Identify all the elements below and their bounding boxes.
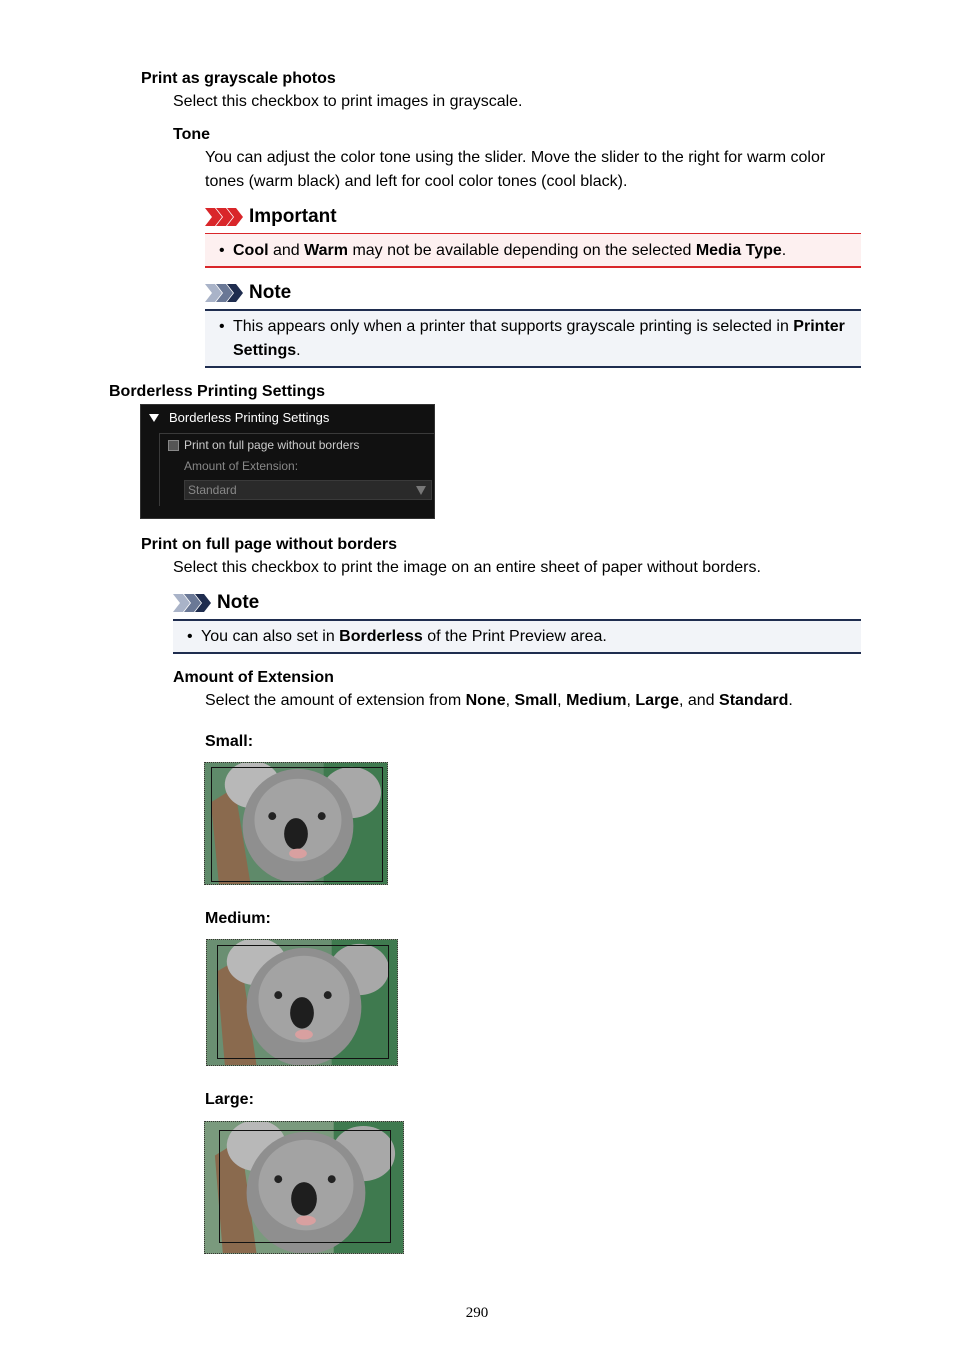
print-area-border xyxy=(219,1130,391,1243)
chevron-down-icon[interactable] xyxy=(416,486,426,495)
important-item: • Cool and Warm may not be available depending on the selected Media Type. xyxy=(205,239,786,263)
full-page-description: Select this checkbox to print the image on an entire sheet of paper without borders. xyxy=(173,559,761,576)
note2-box xyxy=(173,619,861,654)
extension-select[interactable] xyxy=(184,480,432,500)
grayscale-description: Select this checkbox to print images in grayscale. xyxy=(173,93,523,110)
borderless-settings-panel xyxy=(140,404,435,519)
note-box xyxy=(205,309,861,368)
panel-header[interactable] xyxy=(149,410,329,425)
extension-select-value: Standard xyxy=(188,483,237,497)
note-title xyxy=(205,281,291,305)
note-item: • This appears only when a printer that supports grayscale printing is selected in Printer Settings. xyxy=(205,315,855,363)
tone-description-line1: You can adjust the color tone using the slider. Move the slider to the right for warm color xyxy=(205,149,826,166)
navy-chevrons-icon xyxy=(173,594,211,612)
panel-title: Borderless Printing Settings xyxy=(169,410,330,425)
koala-photo-large xyxy=(204,1121,404,1254)
amount-of-extension-label: Amount of Extension: xyxy=(184,459,299,473)
print-area-border xyxy=(211,767,383,882)
grayscale-heading: Print as grayscale photos xyxy=(141,70,336,87)
page-number: 290 xyxy=(465,1305,489,1321)
small-label: Small: xyxy=(205,733,254,750)
full-page-heading: Print on full page without borders xyxy=(141,536,397,553)
note2-title-text: Note xyxy=(217,592,260,613)
large-label: Large: xyxy=(205,1091,254,1108)
full-page-checkbox[interactable] xyxy=(168,440,179,451)
medium-label: Medium: xyxy=(205,910,271,927)
panel-body xyxy=(159,433,434,506)
extension-heading: Amount of Extension xyxy=(173,669,334,686)
koala-photo-medium xyxy=(206,939,398,1066)
koala-photo-small xyxy=(204,762,388,885)
important-title xyxy=(205,205,337,229)
important-title-text: Important xyxy=(249,206,337,227)
note2-item: • You can also set in Borderless of the Print Preview area. xyxy=(173,625,607,649)
important-box xyxy=(205,233,861,268)
extension-description: Select the amount of extension from None, Small, Medium, Large, and Standard. xyxy=(205,692,793,709)
tone-heading: Tone xyxy=(173,126,211,143)
navy-chevrons-icon xyxy=(205,284,243,302)
full-page-checkbox-label[interactable]: Print on full page without borders xyxy=(184,438,360,452)
red-chevrons-icon xyxy=(205,208,243,226)
collapse-triangle-icon[interactable] xyxy=(149,414,159,422)
borderless-heading: Borderless Printing Settings xyxy=(109,383,326,400)
note-title-text: Note xyxy=(249,282,292,303)
tone-description-line2: tones (warm black) and left for cool color tones (cool black). xyxy=(205,173,628,190)
note2-title xyxy=(173,591,259,615)
print-area-border xyxy=(217,945,389,1059)
